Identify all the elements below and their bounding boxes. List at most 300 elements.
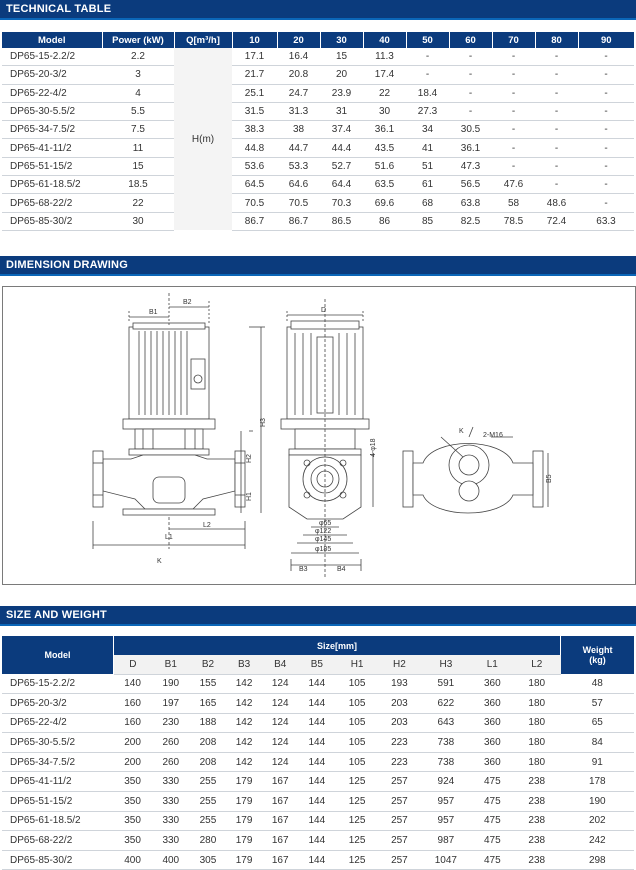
size-value-cell: 124 (262, 752, 298, 772)
size-value-cell: 167 (262, 811, 298, 831)
head-value-cell: - (578, 121, 634, 139)
size-value-cell: 125 (335, 772, 378, 792)
flow-header: 80 (535, 32, 578, 48)
model-cell: DP65-15-2.2/2 (2, 48, 102, 66)
head-value-cell: - (535, 84, 578, 102)
dim-b5-label: B5 (546, 474, 553, 483)
head-value-cell: 43.5 (363, 139, 406, 157)
power-cell: 30 (102, 212, 174, 230)
flow-header: 20 (277, 32, 320, 48)
size-row (2, 850, 634, 870)
dim-phi145-label: φ145 (315, 536, 332, 543)
size-value-cell: 188 (190, 713, 226, 733)
size-value-cell: 124 (262, 713, 298, 733)
size-column-header: B2 (190, 655, 226, 674)
head-value-cell: - (406, 48, 449, 66)
size-value-cell: 160 (114, 713, 152, 733)
size-value-cell: 144 (298, 772, 335, 792)
size-value-cell: 105 (335, 694, 378, 714)
size-value-cell: 105 (335, 733, 378, 753)
size-value-cell: 475 (472, 850, 513, 870)
size-value-cell: 223 (379, 733, 420, 753)
size-row (2, 792, 634, 812)
weight-cell: 48 (561, 674, 634, 694)
head-value-cell: 34 (406, 121, 449, 139)
head-value-cell: - (535, 66, 578, 84)
head-value-cell: 44.8 (232, 139, 277, 157)
size-row (2, 772, 634, 792)
flow-header: 70 (492, 32, 535, 48)
head-value-cell: - (535, 176, 578, 194)
head-value-cell: 52.7 (320, 157, 363, 175)
size-value-cell: 142 (226, 733, 262, 753)
size-value-cell: 257 (379, 831, 420, 851)
size-column-header: B4 (262, 655, 298, 674)
size-row (2, 713, 634, 733)
head-value-cell: - (578, 84, 634, 102)
size-value-cell: 142 (226, 713, 262, 733)
head-value-cell: 31 (320, 102, 363, 120)
size-column-header: L2 (513, 655, 561, 674)
head-value-cell: 61 (406, 176, 449, 194)
size-column-header: H1 (335, 655, 378, 674)
size-value-cell: 360 (472, 713, 513, 733)
dim-h3-label: H3 (260, 418, 267, 427)
size-value-cell: 142 (226, 674, 262, 694)
model-cell: DP65-41-11/2 (2, 772, 114, 792)
head-value-cell: 70.3 (320, 194, 363, 212)
head-value-cell: 37.4 (320, 121, 363, 139)
head-value-cell: 41 (406, 139, 449, 157)
dimension-drawing-header (0, 256, 636, 276)
model-cell: DP65-30-5.5/2 (2, 102, 102, 120)
dim-d-label: D (321, 307, 327, 314)
size-value-cell: 190 (152, 674, 190, 694)
head-value-cell: 31.5 (232, 102, 277, 120)
head-value-cell: 64.4 (320, 176, 363, 194)
size-value-cell: 124 (262, 674, 298, 694)
size-value-cell: 238 (513, 792, 561, 812)
head-value-cell: - (406, 66, 449, 84)
head-unit-cell: H(m) (174, 48, 232, 230)
size-value-cell: 144 (298, 792, 335, 812)
weight-label: Weight (582, 645, 613, 655)
technical-row (2, 212, 634, 230)
head-value-cell: 47.6 (492, 176, 535, 194)
head-value-cell: - (492, 48, 535, 66)
size-value-cell: 238 (513, 831, 561, 851)
power-cell: 7.5 (102, 121, 174, 139)
head-value-cell: - (535, 102, 578, 120)
dim-phi122-label: φ122 (315, 528, 332, 535)
head-value-cell: 63.8 (449, 194, 492, 212)
size-value-cell: 238 (513, 811, 561, 831)
head-value-cell: 21.7 (232, 66, 277, 84)
size-model-header: Model (2, 636, 114, 674)
size-value-cell: 167 (262, 792, 298, 812)
weight-cell: 178 (561, 772, 634, 792)
head-value-cell: 51 (406, 157, 449, 175)
head-value-cell: 44.4 (320, 139, 363, 157)
size-value-cell: 140 (114, 674, 152, 694)
weight-cell: 242 (561, 831, 634, 851)
size-value-cell: 475 (472, 772, 513, 792)
head-value-cell: - (492, 66, 535, 84)
technical-row (2, 157, 634, 175)
head-value-cell: 38 (277, 121, 320, 139)
size-value-cell: 643 (420, 713, 472, 733)
head-value-cell: - (535, 157, 578, 175)
head-value-cell: 15 (320, 48, 363, 66)
head-value-cell: 30.5 (449, 121, 492, 139)
head-value-cell: 27.3 (406, 102, 449, 120)
size-value-cell: 144 (298, 831, 335, 851)
size-value-cell: 330 (152, 811, 190, 831)
head-value-cell: - (535, 121, 578, 139)
size-value-cell: 260 (152, 752, 190, 772)
head-value-cell: 38.3 (232, 121, 277, 139)
head-value-cell: - (449, 102, 492, 120)
size-value-cell: 203 (379, 713, 420, 733)
model-cell: DP65-41-11/2 (2, 139, 102, 157)
dim-phi65-label: φ65 (319, 520, 332, 527)
weight-cell: 91 (561, 752, 634, 772)
power-cell: 18.5 (102, 176, 174, 194)
flow-header: 90 (578, 32, 634, 48)
pump-drawing-svg (3, 287, 635, 584)
model-column-header: Model (2, 32, 102, 48)
head-value-cell: 86.7 (232, 212, 277, 230)
weight-cell: 202 (561, 811, 634, 831)
model-cell: DP65-20-3/2 (2, 66, 102, 84)
size-value-cell: 738 (420, 733, 472, 753)
dim-bolt-holes-label: 4-φ18 (370, 438, 377, 457)
power-cell: 4 (102, 84, 174, 102)
size-value-cell: 738 (420, 752, 472, 772)
size-value-cell: 475 (472, 811, 513, 831)
dim-b3-label: B3 (299, 566, 308, 573)
size-column-header: D (114, 655, 152, 674)
technical-row (2, 102, 634, 120)
size-value-cell: 255 (190, 811, 226, 831)
size-row (2, 733, 634, 753)
dimension-drawing-title: DIMENSION DRAWING (6, 259, 128, 271)
head-value-cell: 44.7 (277, 139, 320, 157)
head-value-cell: 53.3 (277, 157, 320, 175)
head-value-cell: 56.5 (449, 176, 492, 194)
head-value-cell: 58 (492, 194, 535, 212)
size-value-cell: 957 (420, 811, 472, 831)
size-value-cell: 167 (262, 772, 298, 792)
flow-header: 10 (232, 32, 277, 48)
technical-row (2, 48, 634, 66)
size-column-header: H3 (420, 655, 472, 674)
size-value-cell: 238 (513, 772, 561, 792)
technical-row (2, 84, 634, 102)
head-value-cell: 16.4 (277, 48, 320, 66)
head-value-cell: 64.6 (277, 176, 320, 194)
head-value-cell: 78.5 (492, 212, 535, 230)
size-value-cell: 957 (420, 792, 472, 812)
head-value-cell: 86.7 (277, 212, 320, 230)
size-value-cell: 144 (298, 850, 335, 870)
dim-k-label: K (157, 558, 162, 565)
weight-cell: 65 (561, 713, 634, 733)
head-value-cell: - (535, 48, 578, 66)
size-value-cell: 167 (262, 850, 298, 870)
size-value-cell: 257 (379, 772, 420, 792)
head-value-cell: - (535, 139, 578, 157)
head-value-cell: 24.7 (277, 84, 320, 102)
size-header-row (2, 636, 634, 655)
size-value-cell: 144 (298, 752, 335, 772)
size-value-cell: 167 (262, 831, 298, 851)
head-value-cell: 36.1 (363, 121, 406, 139)
size-value-cell: 200 (114, 752, 152, 772)
technical-row (2, 194, 634, 212)
size-value-cell: 155 (190, 674, 226, 694)
technical-row (2, 121, 634, 139)
size-value-cell: 255 (190, 772, 226, 792)
size-value-cell: 144 (298, 811, 335, 831)
size-value-cell: 987 (420, 831, 472, 851)
size-value-cell: 1047 (420, 850, 472, 870)
size-row (2, 674, 634, 694)
head-value-cell: 69.6 (363, 194, 406, 212)
size-value-cell: 350 (114, 831, 152, 851)
size-value-cell: 360 (472, 752, 513, 772)
size-value-cell: 208 (190, 752, 226, 772)
dim-h1-label: H1 (246, 492, 253, 501)
size-value-cell: 124 (262, 694, 298, 714)
head-value-cell: 11.3 (363, 48, 406, 66)
size-weight-table (2, 636, 634, 870)
size-value-cell: 125 (335, 792, 378, 812)
dim-l1-label: L1 (165, 534, 173, 541)
power-cell: 11 (102, 139, 174, 157)
head-value-cell: - (449, 48, 492, 66)
head-value-cell: 86 (363, 212, 406, 230)
size-column-header: B5 (298, 655, 335, 674)
dim-h2-label: H2 (246, 454, 253, 463)
head-value-cell: 47.3 (449, 157, 492, 175)
size-value-cell: 105 (335, 752, 378, 772)
size-weight-title: SIZE AND WEIGHT (6, 609, 107, 621)
size-value-cell: 350 (114, 811, 152, 831)
head-value-cell: 51.6 (363, 157, 406, 175)
head-value-cell: - (492, 139, 535, 157)
size-value-cell: 180 (513, 674, 561, 694)
size-value-cell: 125 (335, 811, 378, 831)
size-column-header: B1 (152, 655, 190, 674)
head-value-cell: - (449, 84, 492, 102)
size-value-cell: 144 (298, 713, 335, 733)
head-value-cell: - (578, 66, 634, 84)
model-cell: DP65-85-30/2 (2, 850, 114, 870)
size-value-cell: 257 (379, 850, 420, 870)
head-value-cell: - (578, 194, 634, 212)
head-value-cell: 20.8 (277, 66, 320, 84)
flow-header: 30 (320, 32, 363, 48)
model-cell: DP65-61-18.5/2 (2, 811, 114, 831)
size-value-cell: 193 (379, 674, 420, 694)
head-value-cell: - (492, 102, 535, 120)
size-value-cell: 105 (335, 713, 378, 733)
dim-b1-label: B1 (149, 309, 158, 316)
dim-b4-label: B4 (337, 566, 346, 573)
dim-l2-label: L2 (203, 522, 211, 529)
size-value-cell: 330 (152, 772, 190, 792)
head-value-cell: 25.1 (232, 84, 277, 102)
power-cell: 5.5 (102, 102, 174, 120)
size-value-cell: 125 (335, 850, 378, 870)
size-value-cell: 165 (190, 694, 226, 714)
model-cell: DP65-68-22/2 (2, 194, 102, 212)
model-cell: DP65-61-18.5/2 (2, 176, 102, 194)
head-value-cell: - (492, 84, 535, 102)
head-value-cell: 20 (320, 66, 363, 84)
size-value-cell: 124 (262, 733, 298, 753)
technical-row (2, 176, 634, 194)
model-cell: DP65-30-5.5/2 (2, 733, 114, 753)
size-value-cell: 360 (472, 694, 513, 714)
size-row (2, 831, 634, 851)
flow-header: 60 (449, 32, 492, 48)
size-value-cell: 257 (379, 811, 420, 831)
size-value-cell: 125 (335, 831, 378, 851)
model-cell: DP65-34-7.5/2 (2, 121, 102, 139)
head-value-cell: 22 (363, 84, 406, 102)
model-cell: DP65-15-2.2/2 (2, 674, 114, 694)
head-value-cell: - (578, 157, 634, 175)
size-value-cell: 400 (114, 850, 152, 870)
size-value-cell: 475 (472, 792, 513, 812)
flow-header: 40 (363, 32, 406, 48)
size-value-cell: 180 (513, 713, 561, 733)
head-value-cell: 63.3 (578, 212, 634, 230)
technical-table-title: TECHNICAL TABLE (6, 3, 112, 15)
model-cell: DP65-51-15/2 (2, 792, 114, 812)
head-value-cell: 64.5 (232, 176, 277, 194)
flow-header: 50 (406, 32, 449, 48)
head-value-cell: 70.5 (232, 194, 277, 212)
size-value-cell: 305 (190, 850, 226, 870)
dim-m16-label: 2-M16 (483, 432, 503, 439)
size-value-cell: 105 (335, 674, 378, 694)
model-cell: DP65-68-22/2 (2, 831, 114, 851)
size-value-cell: 257 (379, 792, 420, 812)
head-value-cell: - (578, 139, 634, 157)
technical-table-header (0, 0, 636, 20)
weight-cell: 298 (561, 850, 634, 870)
size-value-cell: 179 (226, 831, 262, 851)
head-value-cell: - (578, 176, 634, 194)
head-value-cell: 63.5 (363, 176, 406, 194)
weight-cell: 84 (561, 733, 634, 753)
head-value-cell: - (492, 121, 535, 139)
weight-unit: (kg) (589, 655, 606, 665)
size-value-cell: 179 (226, 811, 262, 831)
power-cell: 2.2 (102, 48, 174, 66)
size-value-cell: 142 (226, 752, 262, 772)
model-cell: DP65-85-30/2 (2, 212, 102, 230)
head-value-cell: 86.5 (320, 212, 363, 230)
head-value-cell: 31.3 (277, 102, 320, 120)
head-value-cell: 85 (406, 212, 449, 230)
power-cell: 22 (102, 194, 174, 212)
model-cell: DP65-51-15/2 (2, 157, 102, 175)
size-value-cell: 260 (152, 733, 190, 753)
head-value-cell: 18.4 (406, 84, 449, 102)
size-value-cell: 255 (190, 792, 226, 812)
size-value-cell: 180 (513, 752, 561, 772)
size-column-header: B3 (226, 655, 262, 674)
dimension-drawing (2, 286, 636, 585)
head-value-cell: 68 (406, 194, 449, 212)
head-value-cell: 48.6 (535, 194, 578, 212)
technical-row (2, 139, 634, 157)
head-value-cell: 23.9 (320, 84, 363, 102)
size-column-header: H2 (379, 655, 420, 674)
head-value-cell: 17.4 (363, 66, 406, 84)
size-value-cell: 924 (420, 772, 472, 792)
model-cell: DP65-22-4/2 (2, 713, 114, 733)
size-value-cell: 400 (152, 850, 190, 870)
model-cell: DP65-22-4/2 (2, 84, 102, 102)
head-value-cell: 82.5 (449, 212, 492, 230)
dim-k-top-label: K (459, 428, 464, 435)
size-value-cell: 350 (114, 792, 152, 812)
size-value-cell: 180 (513, 694, 561, 714)
weight-header (561, 636, 634, 674)
size-row (2, 694, 634, 714)
size-value-cell: 144 (298, 694, 335, 714)
size-column-header: L1 (472, 655, 513, 674)
model-cell: DP65-20-3/2 (2, 694, 114, 714)
head-value-cell: - (492, 157, 535, 175)
size-value-cell: 197 (152, 694, 190, 714)
size-value-cell: 179 (226, 850, 262, 870)
weight-cell: 57 (561, 694, 634, 714)
size-value-cell: 622 (420, 694, 472, 714)
power-column-header: Power (kW) (102, 32, 174, 48)
head-value-cell: 70.5 (277, 194, 320, 212)
dim-b2-label: B2 (183, 299, 192, 306)
size-value-cell: 350 (114, 772, 152, 792)
technical-table (2, 32, 634, 231)
weight-cell: 190 (561, 792, 634, 812)
size-row (2, 811, 634, 831)
power-cell: 3 (102, 66, 174, 84)
head-value-cell: - (449, 66, 492, 84)
size-value-cell: 179 (226, 772, 262, 792)
head-value-cell: 53.6 (232, 157, 277, 175)
size-value-cell: 179 (226, 792, 262, 812)
size-value-cell: 223 (379, 752, 420, 772)
power-cell: 15 (102, 157, 174, 175)
size-value-cell: 330 (152, 792, 190, 812)
size-value-cell: 238 (513, 850, 561, 870)
size-value-cell: 360 (472, 674, 513, 694)
size-value-cell: 280 (190, 831, 226, 851)
size-value-cell: 591 (420, 674, 472, 694)
head-value-cell: 30 (363, 102, 406, 120)
size-value-cell: 160 (114, 694, 152, 714)
head-value-cell: - (578, 48, 634, 66)
model-cell: DP65-34-7.5/2 (2, 752, 114, 772)
head-value-cell: 17.1 (232, 48, 277, 66)
head-value-cell: 36.1 (449, 139, 492, 157)
